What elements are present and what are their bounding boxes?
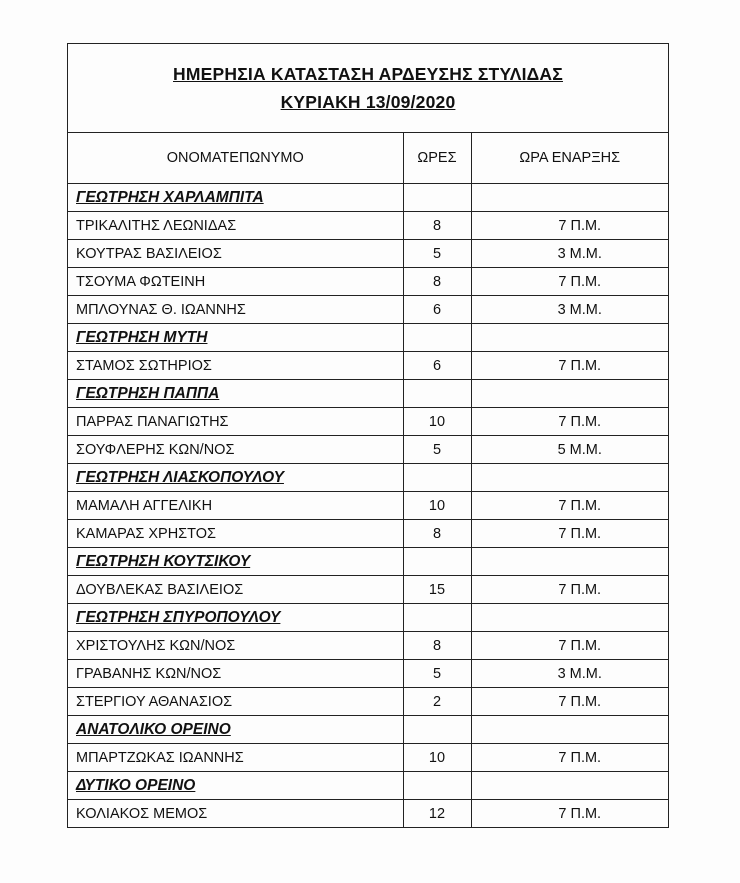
cell-hours <box>403 604 471 632</box>
cell-hours <box>403 772 471 800</box>
cell-name: ΣΤΑΜΟΣ ΣΩΤΗΡΙΟΣ <box>68 352 403 380</box>
cell-start: 5 Μ.Μ. <box>471 436 668 464</box>
well-group-row <box>68 604 668 632</box>
header-row <box>68 133 668 184</box>
table-row <box>68 436 668 464</box>
cell-hours <box>403 324 471 352</box>
table-row <box>68 632 668 660</box>
group-name-cell: ΓΕΩΤΡΗΣΗ ΠΑΠΠΑ <box>68 380 403 408</box>
cell-hours: 15 <box>403 576 471 604</box>
cell-hours: 8 <box>403 632 471 660</box>
cell-start: 7 Π.Μ. <box>471 744 668 772</box>
table-row <box>68 212 668 240</box>
table-row <box>68 492 668 520</box>
cell-start: 7 Π.Μ. <box>471 492 668 520</box>
cell-hours: 10 <box>403 408 471 436</box>
cell-hours <box>403 716 471 744</box>
header-start: ΩΡΑ ΕΝΑΡΞΗΣ <box>471 133 668 184</box>
well-group-row <box>68 772 668 800</box>
well-group-row <box>68 716 668 744</box>
table-row <box>68 408 668 436</box>
cell-hours: 8 <box>403 212 471 240</box>
table-row <box>68 296 668 324</box>
group-name-cell: ΓΕΩΤΡΗΣΗ ΧΑΡΛΑΜΠΙΤΑ <box>68 184 403 212</box>
table-row <box>68 744 668 772</box>
table-row <box>68 520 668 548</box>
cell-hours: 6 <box>403 352 471 380</box>
cell-name: ΓΡΑΒΑΝΗΣ ΚΩΝ/ΝΟΣ <box>68 660 403 688</box>
cell-start <box>471 464 668 492</box>
cell-start <box>471 604 668 632</box>
cell-start: 7 Π.Μ. <box>471 520 668 548</box>
cell-hours <box>403 380 471 408</box>
table-row <box>68 576 668 604</box>
well-group-row <box>68 548 668 576</box>
cell-hours: 5 <box>403 436 471 464</box>
cell-name: ΣΤΕΡΓΙΟΥ ΑΘΑΝΑΣΙΟΣ <box>68 688 403 716</box>
table-row <box>68 352 668 380</box>
document-date: ΚΥΡΙΑΚΗ 13/09/2020 <box>280 92 456 112</box>
well-group-row <box>68 324 668 352</box>
table-row <box>68 660 668 688</box>
group-name-cell: ΑΝΑΤΟΛΙΚΟ ΟΡΕΙΝΟ <box>68 716 403 744</box>
cell-start: 7 Π.Μ. <box>471 576 668 604</box>
cell-start: 7 Π.Μ. <box>471 352 668 380</box>
cell-name: ΚΑΜΑΡΑΣ ΧΡΗΣΤΟΣ <box>68 520 403 548</box>
cell-hours: 2 <box>403 688 471 716</box>
cell-hours <box>403 548 471 576</box>
cell-start: 7 Π.Μ. <box>471 212 668 240</box>
cell-hours: 8 <box>403 520 471 548</box>
cell-hours: 10 <box>403 492 471 520</box>
cell-start: 3 Μ.Μ. <box>471 660 668 688</box>
well-group-row <box>68 184 668 212</box>
cell-name: ΤΣΟΥΜΑ ΦΩΤΕΙΝΗ <box>68 268 403 296</box>
table-row <box>68 268 668 296</box>
cell-hours: 10 <box>403 744 471 772</box>
well-group-row <box>68 380 668 408</box>
cell-start: 3 Μ.Μ. <box>471 296 668 324</box>
cell-start: 7 Π.Μ. <box>471 800 668 828</box>
cell-start: 7 Π.Μ. <box>471 408 668 436</box>
cell-name: ΠΑΡΡΑΣ ΠΑΝΑΓΙΩΤΗΣ <box>68 408 403 436</box>
cell-start: 3 Μ.Μ. <box>471 240 668 268</box>
cell-name: ΚΟΛΙΑΚΟΣ ΜΕΜΟΣ <box>68 800 403 828</box>
cell-name: ΚΟΥΤΡΑΣ ΒΑΣΙΛΕΙΟΣ <box>68 240 403 268</box>
cell-start <box>471 184 668 212</box>
group-name-cell: ΓΕΩΤΡΗΣΗ ΚΟΥΤΣΙΚΟΥ <box>68 548 403 576</box>
cell-start <box>471 548 668 576</box>
cell-start: 7 Π.Μ. <box>471 632 668 660</box>
cell-name: ΧΡΙΣΤΟΥΛΗΣ ΚΩΝ/ΝΟΣ <box>68 632 403 660</box>
cell-start <box>471 716 668 744</box>
cell-name: ΣΟΥΦΛΕΡΗΣ ΚΩΝ/ΝΟΣ <box>68 436 403 464</box>
table-row <box>68 240 668 268</box>
cell-hours: 6 <box>403 296 471 324</box>
group-name-cell: ΓΕΩΤΡΗΣΗ ΛΙΑΣΚΟΠΟΥΛΟΥ <box>68 464 403 492</box>
title-block <box>68 44 668 133</box>
group-name-cell: ΔΥΤΙΚΟ ΟΡΕΙΝΟ <box>68 772 403 800</box>
cell-name: ΜΠΛΟΥΝΑΣ Θ. ΙΩΑΝΝΗΣ <box>68 296 403 324</box>
group-name-cell: ΓΕΩΤΡΗΣΗ ΣΠΥΡΟΠΟΥΛΟΥ <box>68 604 403 632</box>
cell-start <box>471 380 668 408</box>
table-row <box>68 688 668 716</box>
document-title: ΗΜΕΡΗΣΙΑ ΚΑΤΑΣΤΑΣΗ ΑΡΔΕΥΣΗΣ ΣΤΥΛΙΔΑΣ <box>173 64 563 84</box>
header-name: ΟΝΟΜΑΤΕΠΩΝΥΜΟ <box>68 133 403 184</box>
cell-hours: 8 <box>403 268 471 296</box>
cell-hours: 5 <box>403 240 471 268</box>
group-name-cell: ΓΕΩΤΡΗΣΗ ΜΥΤΗ <box>68 324 403 352</box>
cell-name: ΜΑΜΑΛΗ ΑΓΓΕΛΙΚΗ <box>68 492 403 520</box>
cell-hours <box>403 184 471 212</box>
cell-start: 7 Π.Μ. <box>471 688 668 716</box>
cell-start: 7 Π.Μ. <box>471 268 668 296</box>
cell-hours <box>403 464 471 492</box>
cell-name: ΜΠΑΡΤΖΩΚΑΣ ΙΩΑΝΝΗΣ <box>68 744 403 772</box>
irrigation-schedule-sheet <box>67 43 669 828</box>
cell-name: ΤΡΙΚΑΛΙΤΗΣ ΛΕΩΝΙΔΑΣ <box>68 212 403 240</box>
cell-start <box>471 772 668 800</box>
header-hours: ΩΡΕΣ <box>403 133 471 184</box>
cell-hours: 12 <box>403 800 471 828</box>
table-body <box>68 184 668 828</box>
schedule-table <box>68 133 668 827</box>
table-row <box>68 800 668 828</box>
well-group-row <box>68 464 668 492</box>
cell-hours: 5 <box>403 660 471 688</box>
cell-name: ΔΟΥΒΛΕΚΑΣ ΒΑΣΙΛΕΙΟΣ <box>68 576 403 604</box>
cell-start <box>471 324 668 352</box>
